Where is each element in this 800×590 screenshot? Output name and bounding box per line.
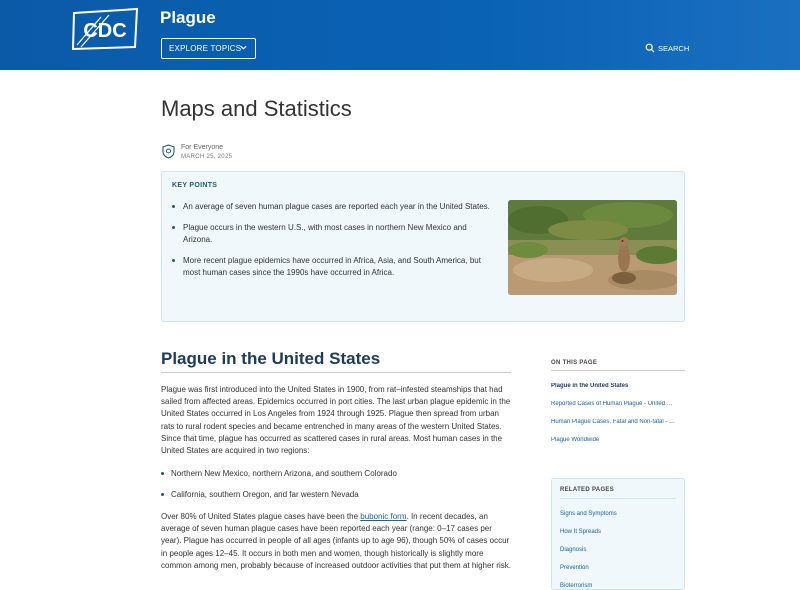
audience-meta	[162, 142, 232, 160]
cases-text-after: . In recent decades, an average of seven human plague cases have been reported each year (range: 0–17 cases per year). Plague has occurred in people of all ages (infants up to age 96), though 50% of cases occur in people ages 12–45. It occurs in both men and women, though historically is slightly more common among men, probably because of increased outdoor activities that put them at higher risk.	[161, 512, 511, 570]
cases-text-before: Over 80% of United States plague cases have been the	[161, 512, 361, 521]
intro-paragraph: Plague was first introduced into the United States in 1900, from rat–infested steamships that had sailed from affected areas. Epidemics occurred in port cities. The last urban plague epidemic in the United States occurred in Los Angeles from 1924 through 1925. Plague then spread from urban rats to rural rodent species and became entrenched in many areas of the western United States. Since that time, plague has occurred as scattered cases in rural areas. Most human cases in the United States are acquired in two regions:	[161, 385, 511, 456]
key-points-heading: KEY POINTS	[172, 182, 218, 189]
cdc-logo[interactable]	[71, 7, 140, 51]
related-link-bioterrorism[interactable]: Bioterrorism	[560, 583, 593, 589]
otp-link-worldwide[interactable]: Plague Worldwide	[551, 437, 600, 443]
on-this-page-nav	[551, 360, 685, 443]
on-this-page-heading: ON THIS PAGE	[551, 360, 685, 371]
chevron-down-icon	[239, 43, 248, 52]
audience-label: For Everyone	[181, 144, 224, 151]
site-title[interactable]: Plague	[160, 8, 216, 27]
explore-topics-label: EXPLORE TOPICS	[169, 44, 242, 53]
otp-link-reported-cases[interactable]: Reported Cases of Human Plague - United …	[551, 401, 673, 407]
related-link-prevention[interactable]: Prevention	[560, 565, 589, 571]
key-point-item: More recent plague epidemics have occurred in Africa, Asia, and South America, but most human cases since the 1990s have occurred in Africa.	[172, 255, 490, 279]
related-link-diagnosis[interactable]: Diagnosis	[560, 547, 587, 553]
region-item: Northern New Mexico, northern Arizona, and southern Colorado	[161, 469, 511, 478]
related-pages-box	[551, 478, 685, 590]
page-title: Maps and Statistics	[161, 96, 352, 121]
cases-paragraph	[161, 511, 511, 572]
key-points-box	[161, 171, 685, 322]
related-link-spreads[interactable]: How It Spreads	[560, 529, 602, 535]
search-label: SEARCH	[658, 43, 690, 53]
key-point-item: An average of seven human plague cases are reported each year in the United States.	[172, 201, 490, 213]
shield-icon	[162, 144, 175, 159]
key-point-item: Plague occurs in the western U.S., with most cases in northern New Mexico and Arizona.	[172, 222, 490, 246]
otp-link-fatal-nonfatal[interactable]: Human Plague Cases, Fatal and Non-fatal - …	[551, 419, 676, 425]
explore-topics-button[interactable]	[161, 38, 256, 59]
regions-list	[161, 469, 511, 511]
section-title: Plague in the United States	[161, 349, 381, 368]
key-points-list	[172, 201, 490, 288]
section-divider	[161, 372, 511, 373]
prairie-dog-photo	[508, 200, 677, 295]
region-item: California, southern Oregon, and far western Nevada	[161, 490, 511, 499]
related-pages-heading: RELATED PAGES	[560, 487, 676, 499]
search-icon	[645, 43, 655, 53]
search-button[interactable]	[645, 43, 689, 53]
related-link-signs[interactable]: Signs and Symptoms	[560, 511, 617, 517]
publish-date: MARCH 25, 2025	[181, 154, 233, 160]
otp-link-plague-us[interactable]: Plague in the United States	[551, 383, 629, 389]
bubonic-form-link[interactable]: bubonic form	[360, 512, 407, 521]
logo-text: CDC	[83, 20, 127, 42]
site-header	[0, 0, 800, 70]
